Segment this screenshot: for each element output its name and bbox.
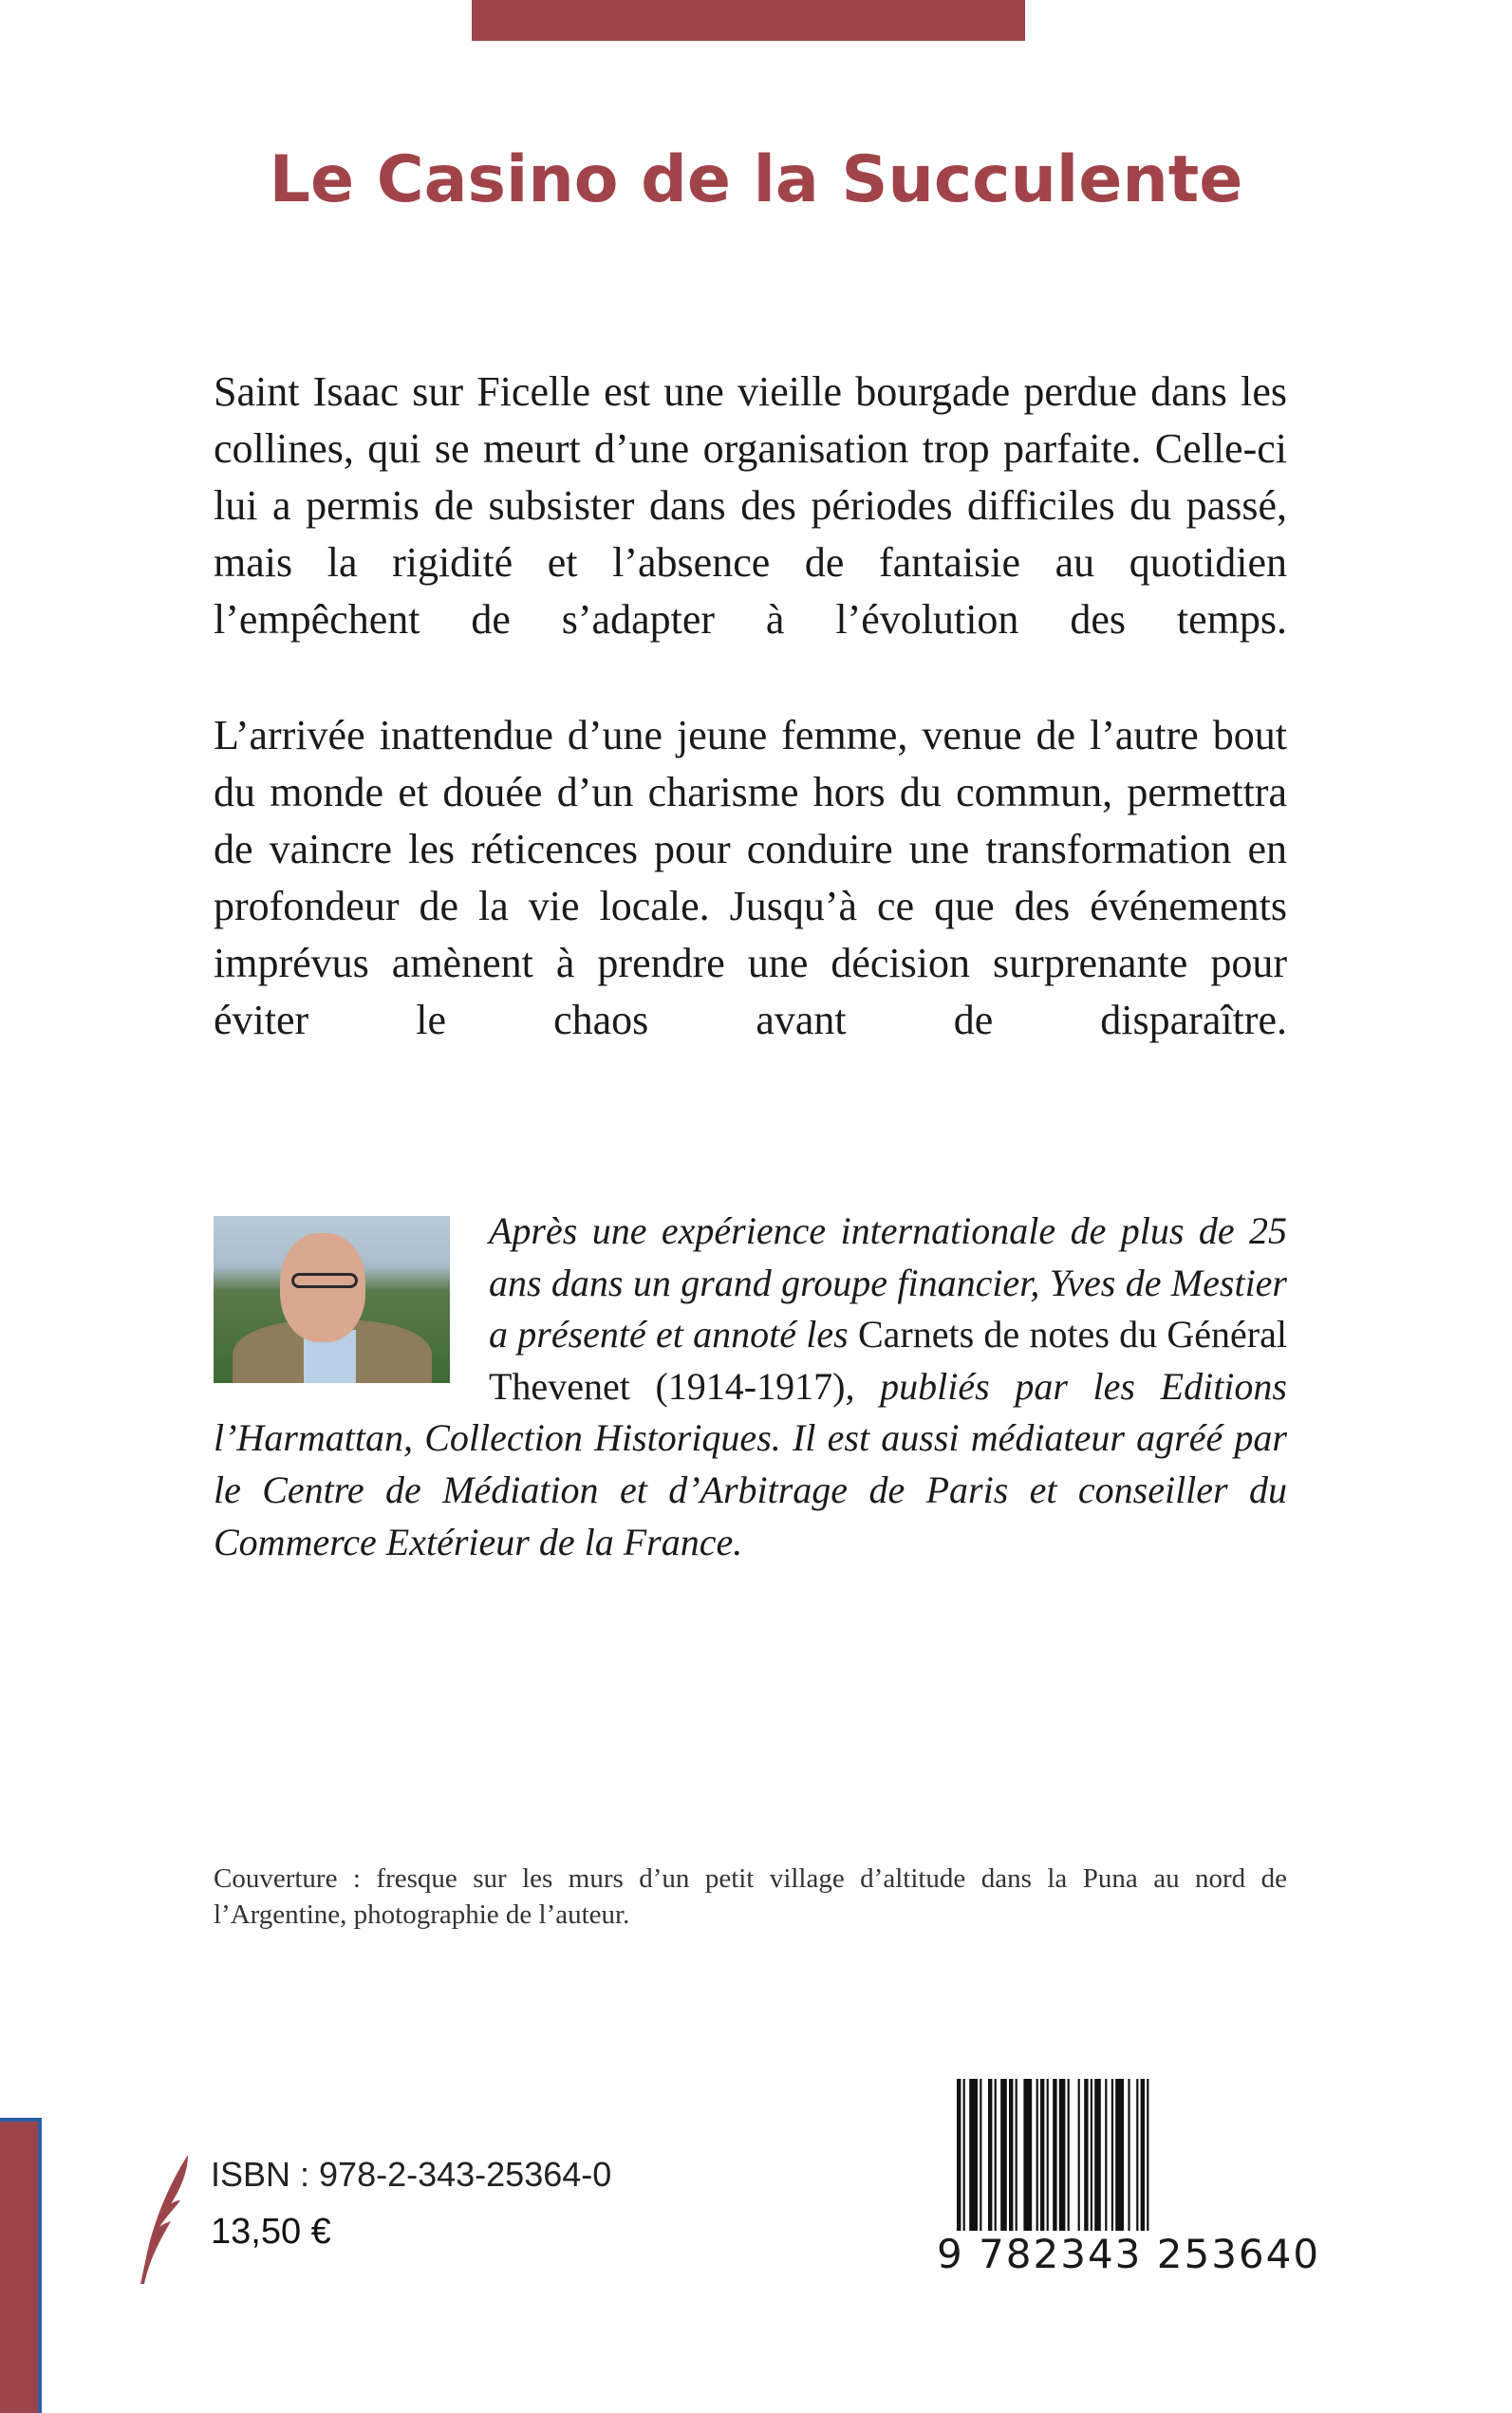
barcode-bar [1111, 2079, 1113, 2250]
barcode-bar [988, 2079, 992, 2250]
bio-text-2: , publiés par les Editions l’Harmattan, Collection Historiques. Il est aussi médiateur agréé par le Centre de Médiation et d’Arbitrage de Paris et conseiller du Commerce Extérieur de la France. [214, 1364, 1287, 1563]
barcode-bar [1091, 2079, 1092, 2250]
top-accent-bar [472, 0, 1025, 41]
barcode-bar [1068, 2079, 1070, 2250]
barcode-bar [1036, 2079, 1038, 2250]
barcode-bar [1084, 2079, 1088, 2250]
barcode-digits: 9 782343 253640 [937, 2231, 1321, 2277]
feather-logo-icon [133, 2153, 199, 2286]
barcode-bar [1009, 2079, 1013, 2250]
barcode-bar [1023, 2079, 1032, 2250]
barcode-bar [1053, 2079, 1056, 2250]
barcode-bar [1047, 2079, 1049, 2250]
barcode-bar [1136, 2079, 1138, 2250]
barcode-bar [995, 2079, 997, 2250]
barcode-bar [1105, 2079, 1107, 2250]
barcode-bar [1128, 2079, 1129, 2250]
bio-work-title: Carnets de notes du Général Thevenet (1914-1917) [489, 1313, 1287, 1408]
bio-text-1: Après une expérience internationale de plus de 25 ans dans un grand groupe financier, Yves de Mestier a présenté et annoté les [489, 1209, 1287, 1356]
author-bio [214, 1206, 1287, 1568]
barcode-bar [1078, 2079, 1080, 2250]
barcode-bar [1016, 2079, 1017, 2250]
book-title: Le Casino de la Succulente [269, 142, 1243, 217]
spine-edge-bar [0, 2118, 42, 2413]
barcode-bar [1040, 2079, 1044, 2250]
barcode-bar [980, 2079, 981, 2250]
barcode-bar [1094, 2079, 1101, 2250]
isbn: ISBN : 978-2-343-25364-0 [211, 2155, 612, 2194]
barcode-bar [1000, 2079, 1007, 2250]
barcode-bar [1115, 2079, 1124, 2250]
summary-paragraph-1: Saint Isaac sur Ficelle est une vieille bourgade perdue dans les collines, qui se meurt d’une organisation trop parfaite. Celle-ci lui a permis de subsister dans des périodes difficiles du passé, mais la rigidité et l’absence de fantaisie au quotidien l’empêchent de s’adapter à l’évolution des temps. [214, 368, 1287, 643]
price: 13,50 € [211, 2212, 331, 2252]
barcode-bar [969, 2079, 978, 2250]
barcode-bar [1059, 2079, 1066, 2250]
summary-paragraph-2: L’arrivée inattendue d’une jeune femme, venue de l’autre bout du monde et douée d’un charisme hors du commun, permettra de vaincre les réticences pour conduire une transformation en profondeur de la vie locale. Jusqu’à ce que des événements imprévus amènent à prendre une décision surprenante pour éviter le chaos avant de disparaître. [214, 712, 1287, 1043]
barcode-bar [1141, 2079, 1145, 2250]
cover-credit: Couverture : fresque sur les murs d’un petit village d’altitude dans la Puna au nord de l’Argentine, photographie de l’auteur. [214, 1863, 1287, 1930]
